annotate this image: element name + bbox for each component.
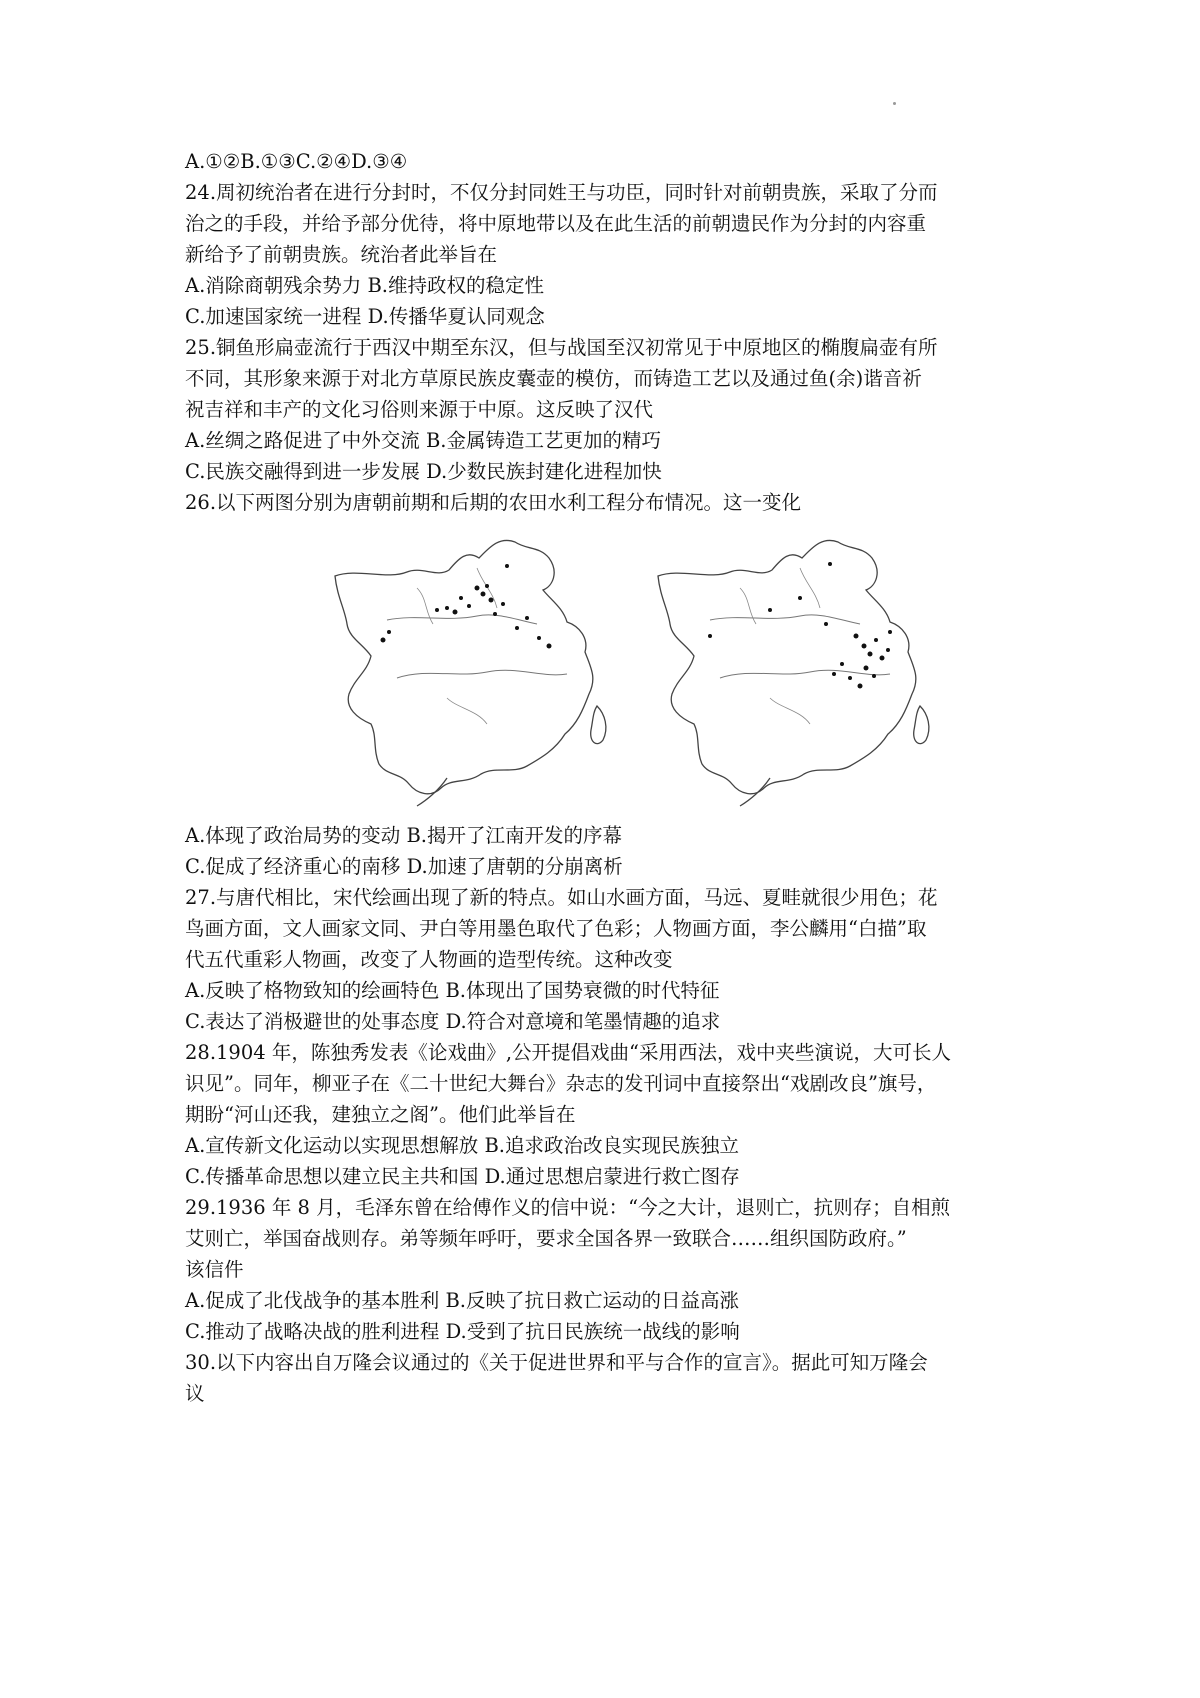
question-27 [185,882,1025,1037]
question-24 [185,177,1025,332]
question-26 [185,487,1025,882]
stem-line: 26.以下两图分别为唐朝前期和后期的农田水利工程分布情况。这一变化 [185,491,802,514]
stem-line: 30.以下内容出自万隆会议通过的《关于促进世界和平与合作的宣言》。据此可知万隆会 [185,1351,928,1374]
tang-irrigation-maps [185,524,1025,814]
stem-line: 鸟画方面，文人画家文同、尹白等用墨色取代了色彩；人物画方面，李公麟用“白描”取 [185,917,927,940]
stem-line: 艾则亡，举国奋战则存。弟等频年呼吁，要求全国各界一致联合……组织国防政府。” [185,1227,907,1250]
stem-line: 25.铜鱼形扁壶流行于西汉中期至东汉，但与战国至汉初常见于中原地区的椭腹扁壶有所 [185,336,938,359]
option-line: C.加速国家统一进程 D.传播华夏认同观念 [185,305,545,328]
option-line: A.反映了格物致知的绘画特色 B.体现出了国势衰微的时代特征 [185,979,720,1002]
stem-line: 识见”。同年，柳亚子在《二十世纪大舞台》杂志的发刊词中直接祭出“戏剧改良”旗号， [185,1072,937,1095]
question-30 [185,1347,1025,1409]
stem-line: 28.1904 年，陈独秀发表《论戏曲》,公开提倡戏曲“采用西法，戏中夹些演说，大可长人 [185,1041,952,1064]
late-tang-map [650,528,950,810]
early-tang-map [327,528,627,810]
option-line: C.推动了战略决战的胜利进程 D.受到了抗日民族统一战线的影响 [185,1320,740,1343]
question-28 [185,1037,1025,1192]
option-line: A.丝绸之路促进了中外交流 B.金属铸造工艺更加的精巧 [185,429,662,452]
stem-line: 议 [185,1382,205,1405]
options-line: A.①②B.①③C.②④D.③④ [185,150,408,173]
stem-line: 该信件 [185,1258,244,1281]
stem-line: 新给予了前朝贵族。统治者此举旨在 [185,243,498,266]
scan-speck [893,102,896,105]
stem-line: 29.1936 年 8 月，毛泽东曾在给傅作义的信中说：“今之大计，退则亡，抗则存；自相煎 [185,1196,951,1219]
option-line: C.民族交融得到进一步发展 D.少数民族封建化进程加快 [185,460,662,483]
stem-line: 27.与唐代相比，宋代绘画出现了新的特点。如山水画方面，马远、夏畦就很少用色；花 [185,886,938,909]
stem-line: 24.周初统治者在进行分封时，不仅分封同姓王与功臣，同时针对前朝贵族，采取了分而 [185,181,938,204]
option-line: C.促成了经济重心的南移 D.加速了唐朝的分崩离析 [185,855,623,878]
question-29 [185,1192,1025,1347]
option-line: C.传播革命思想以建立民主共和国 D.通过思想启蒙进行救亡图存 [185,1165,740,1188]
exam-page [185,146,1025,1409]
option-line: A.促成了北伐战争的基本胜利 B.反映了抗日救亡运动的日益高涨 [185,1289,740,1312]
option-line: C.表达了消极避世的处事态度 D.符合对意境和笔墨情趣的追求 [185,1010,721,1033]
stem-line: 不同，其形象来源于对北方草原民族皮囊壶的模仿，而铸造工艺以及通过鱼(余)谐音祈 [185,367,922,390]
question-23-options [185,146,1025,177]
stem-line: 治之的手段，并给予部分优待，将中原地带以及在此生活的前朝遗民作为分封的内容重 [185,212,927,235]
question-25 [185,332,1025,487]
stem-line: 代五代重彩人物画，改变了人物画的造型传统。这种改变 [185,948,673,971]
stem-line: 祝吉祥和丰产的文化习俗则来源于中原。这反映了汉代 [185,398,654,421]
option-line: A.消除商朝残余势力 B.维持政权的稳定性 [185,274,545,297]
option-line: A.体现了政治局势的变动 B.揭开了江南开发的序幕 [185,824,623,847]
stem-line: 期盼“河山还我，建独立之阁”。他们此举旨在 [185,1103,576,1126]
option-line: A.宣传新文化运动以实现思想解放 B.追求政治改良实现民族独立 [185,1134,740,1157]
